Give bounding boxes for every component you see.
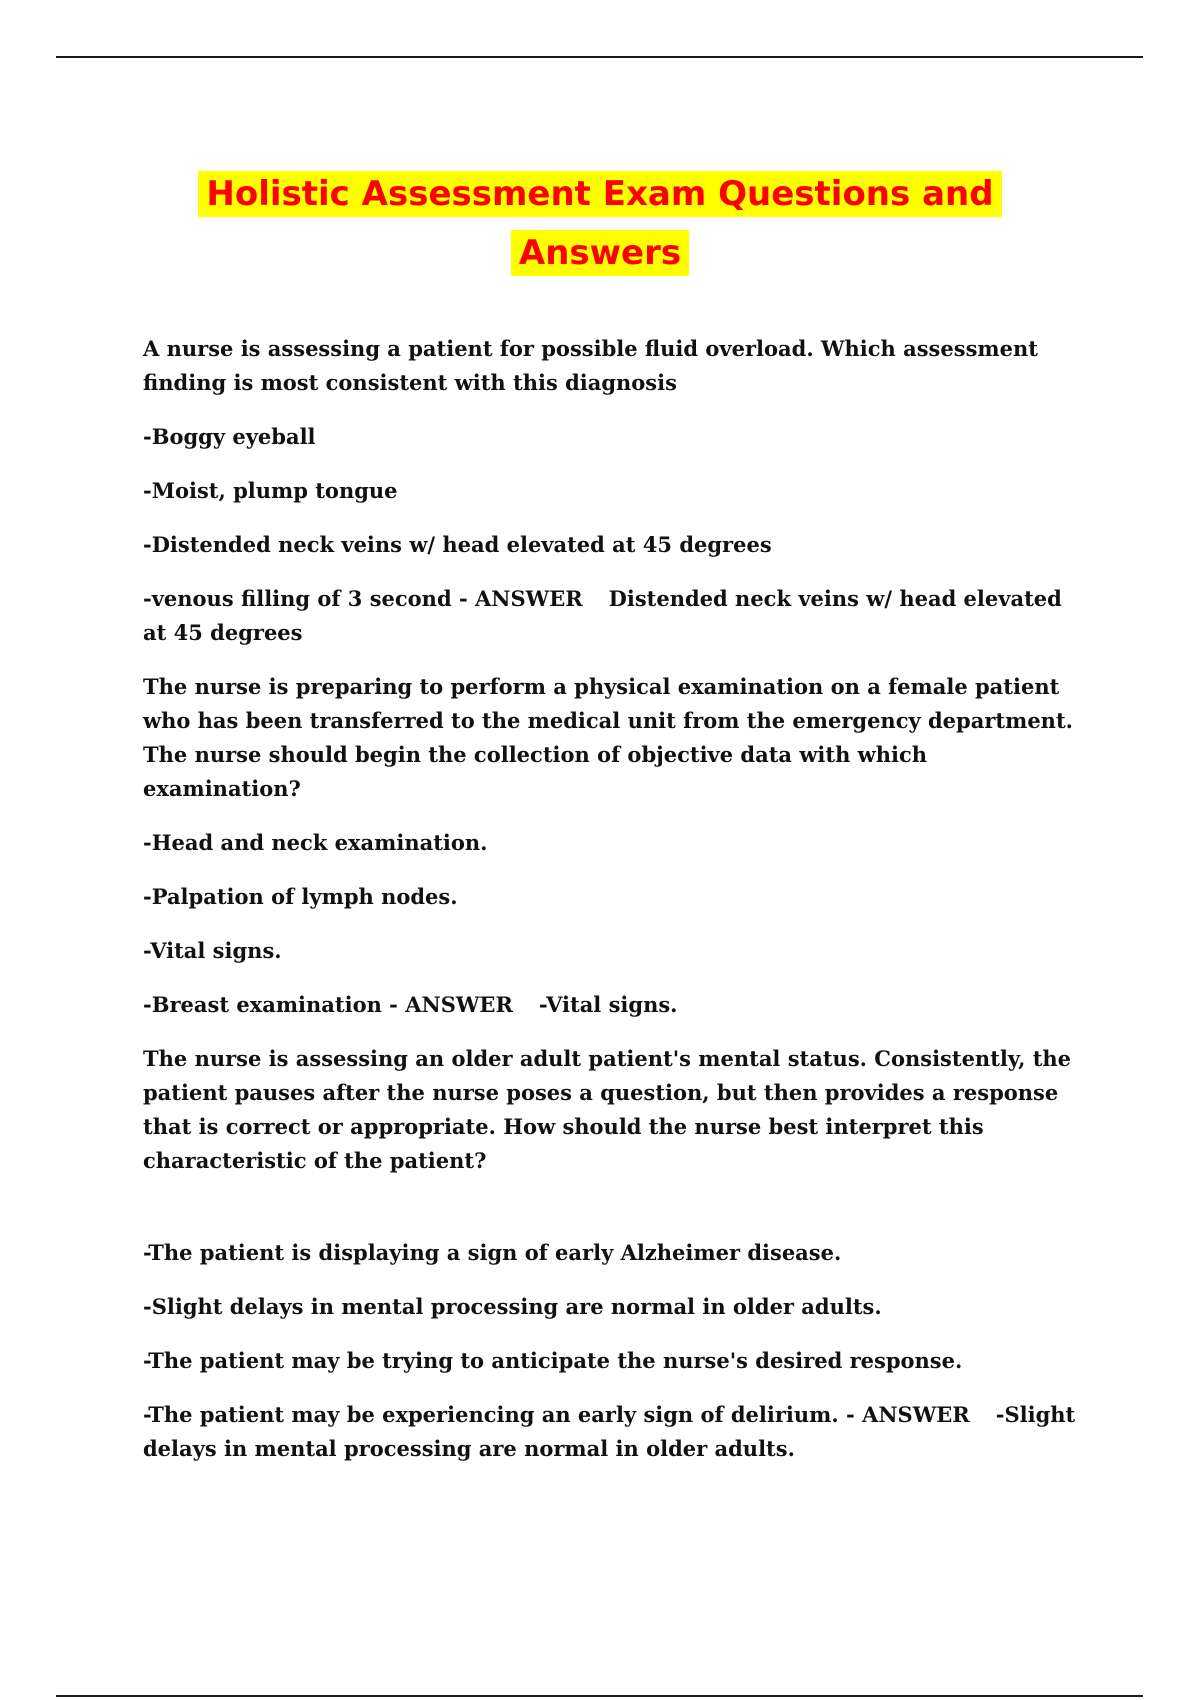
question-1-option-1: -Boggy eyeball	[143, 424, 316, 449]
document-title	[0, 165, 1200, 283]
question-2-answer: -Vital signs.	[538, 992, 678, 1017]
question-3-option-3: -The patient may be trying to anticipate the nurse's desired response.	[143, 1348, 963, 1373]
question-2-option-3: -Vital signs.	[143, 938, 282, 963]
question-1-option-2: -Moist, plump tongue	[143, 478, 398, 503]
title-highlight-line-2: Answers	[511, 230, 689, 276]
question-3-answer-label: - ANSWER	[846, 1402, 970, 1427]
question-3-option-1: -The patient is displaying a sign of early Alzheimer disease.	[143, 1240, 842, 1265]
question-2-option-4-with-answer	[143, 988, 1088, 1022]
question-3-option-4: -The patient may be experiencing an early sign of delirium.	[143, 1402, 839, 1427]
question-1-text: A nurse is assessing a patient for possible fluid overload. Which assessment finding is most consistent with this diagnosis	[143, 336, 1038, 395]
question-2-option-4: -Breast examination	[143, 992, 382, 1017]
question-3-text: The nurse is assessing an older adult patient's mental status. Consistently, the patient pauses after the nurse poses a question, but then provides a response that is correct or appropriate. How should the nurse best interpret this characteristic of the patient?	[143, 1046, 1072, 1173]
document-body	[143, 332, 1088, 1486]
question-3-option-2: -Slight delays in mental processing are normal in older adults.	[143, 1294, 882, 1319]
question-3-option-4-with-answer	[143, 1398, 1088, 1466]
bottom-divider	[56, 1695, 1143, 1697]
question-2-option-1: -Head and neck examination.	[143, 830, 488, 855]
question-1-option-4-with-answer	[143, 582, 1088, 650]
question-2-option-2: -Palpation of lymph nodes.	[143, 884, 458, 909]
title-highlight-line-1: Holistic Assessment Exam Questions and	[198, 171, 1001, 217]
question-3-answer: -Slight delays in mental processing are normal in older adults.	[143, 1402, 1076, 1461]
question-1-answer: Distended neck veins w/ head elevated at 45 degrees	[143, 586, 1062, 645]
question-2-answer-label: - ANSWER	[389, 992, 513, 1017]
question-1-option-3: -Distended neck veins w/ head elevated at 45 degrees	[143, 532, 772, 557]
question-1-answer-label: - ANSWER	[458, 586, 583, 611]
question-1-option-4: -venous filling of 3 second	[143, 586, 452, 611]
top-divider	[56, 56, 1143, 58]
question-2-text: The nurse is preparing to perform a physical examination on a female patient who has been transferred to the medical unit from the emergency department. The nurse should begin the collection of objective data with which examination?	[143, 674, 1073, 801]
